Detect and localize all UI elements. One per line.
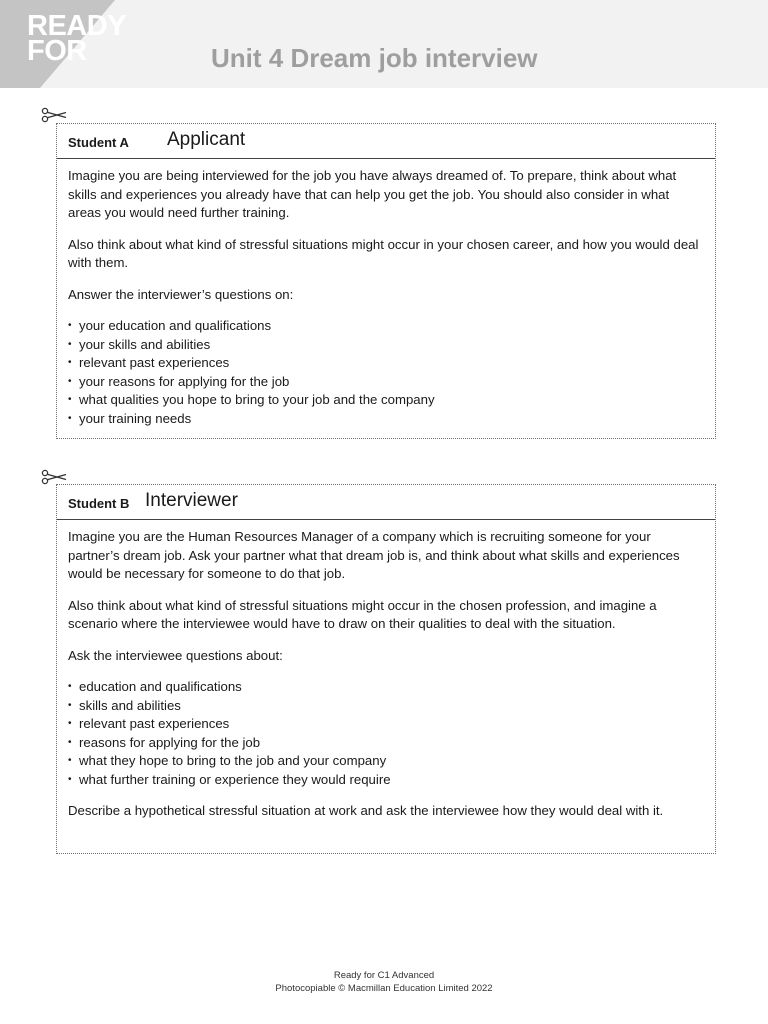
- list-item: • your skills and abilities: [68, 336, 705, 355]
- paragraph: Imagine you are the Human Resources Manager of a company which is recruiting someone for your partner’s dream job. Ask your partner what that dream job is, and think about what skills and experiences would be necessary for someone to do that job.: [68, 529, 680, 581]
- list-item: • relevant past experiences: [68, 354, 705, 373]
- list-item: • your education and qualifications: [68, 317, 705, 336]
- logo-line-1: READY: [27, 10, 127, 42]
- page-header: [0, 0, 768, 88]
- question-topic-list: [68, 678, 705, 789]
- list-item: • reasons for applying for the job: [68, 734, 705, 753]
- paragraph: Also think about what kind of stressful situations might occur in your chosen career, and how you would deal with them.: [68, 236, 699, 270]
- list-item: • your training needs: [68, 410, 705, 429]
- student-b-card-header: [57, 485, 715, 520]
- list-item: • what further training or experience they would require: [68, 771, 705, 790]
- paragraph: Ask the interviewee questions about:: [68, 647, 283, 663]
- page-footer: [0, 969, 768, 995]
- list-item: • relevant past experiences: [68, 715, 705, 734]
- page-title: Unit 4 Dream job interview: [211, 43, 538, 73]
- list-item: • education and qualifications: [68, 678, 705, 697]
- footer-copyright: Photocopiable © Macmillan Education Limited 2022: [275, 983, 493, 994]
- footer-book-title: Ready for C1 Advanced: [333, 970, 435, 981]
- paragraph: Answer the interviewer’s questions on:: [68, 286, 294, 302]
- student-a-card: [56, 123, 716, 439]
- list-item: • what qualities you hope to bring to your job and the company: [68, 391, 705, 410]
- paragraph: Also think about what kind of stressful situations might occur in the chosen profession, and imagine a scenario where the interviewee would have to draw on their qualities to deal with the situation.: [68, 597, 657, 631]
- student-a-card-header: [57, 124, 715, 159]
- logo-line-2: FOR: [27, 35, 87, 67]
- scissors-icon: [41, 107, 67, 123]
- closing-instruction: Describe a hypothetical stressful situation at work and ask the interviewee how they would deal with it.: [68, 803, 664, 818]
- student-b-instructions: [57, 520, 715, 821]
- ready-for-logo: [0, 0, 140, 88]
- list-item: • what they hope to bring to the job and your company: [68, 752, 705, 771]
- applicant-role-title: Applicant: [167, 129, 246, 150]
- student-a-instructions: [57, 159, 715, 428]
- student-a-label: Student A: [68, 135, 129, 150]
- student-b-label: Student B: [68, 496, 130, 511]
- question-topic-list: [68, 317, 705, 428]
- list-item: • your reasons for applying for the job: [68, 373, 705, 392]
- scissors-icon: [41, 469, 67, 485]
- student-b-card: [56, 484, 716, 854]
- interviewer-role-title: Interviewer: [145, 490, 238, 511]
- list-item: • skills and abilities: [68, 697, 705, 716]
- paragraph: Imagine you are being interviewed for the job you have always dreamed of. To prepare, think about what skills and experiences you already have that can help you get the job. You should also consider in what areas you would need further training.: [68, 168, 677, 220]
